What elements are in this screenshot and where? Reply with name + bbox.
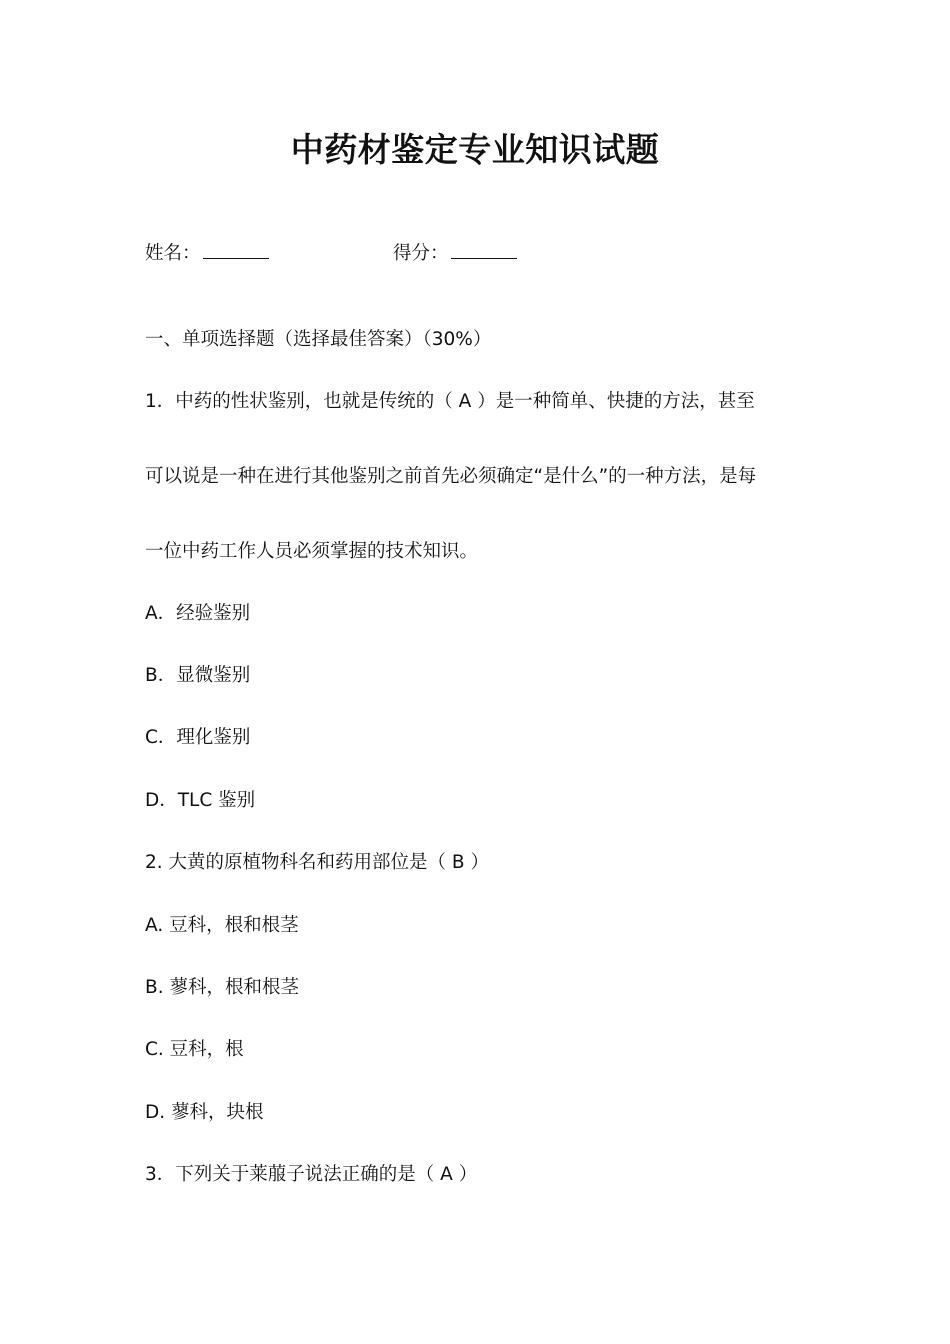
name-field [145,240,269,267]
question-2-stem: 2. 大黄的原植物科名和药用部位是（ B ） [145,852,489,873]
question-1-option-d: D．TLC 鉴别 [145,790,256,811]
header-fields [145,240,449,267]
name-blank[interactable] [203,240,269,259]
page-title: 中药材鉴定专业知识试题 [290,130,660,169]
score-blank[interactable] [451,240,517,259]
question-3-stem: 3．下列关于莱菔子说法正确的是（ A ） [145,1164,478,1185]
question-2-option-a: A. 豆科，根和根茎 [145,915,299,936]
question-2-option-d: D. 蓼科，块根 [145,1102,264,1123]
score-label: 得分： [393,243,449,264]
score-field [393,240,517,267]
question-1-option-c: C．理化鉴别 [145,727,251,748]
name-label: 姓名： [145,243,201,264]
question-1-line-1: 1．中药的性状鉴别，也就是传统的（ A ）是一种简单、快捷的方法，甚至 [145,391,755,412]
question-2-option-c: C. 豆科，根 [145,1039,244,1060]
section-heading: 一、单项选择题（选择最佳答案）（30%） [145,329,492,350]
question-1-line-2: 可以说是一种在进行其他鉴别之前首先必须确定“是什么”的一种方法，是每 [145,466,757,487]
question-1-line-3: 一位中药工作人员必须掌握的技术知识。 [145,541,479,562]
question-2-option-b: B. 蓼科，根和根茎 [145,977,299,998]
question-1-option-a: A．经验鉴别 [145,603,251,624]
question-1-option-b: B．显微鉴别 [145,665,251,686]
